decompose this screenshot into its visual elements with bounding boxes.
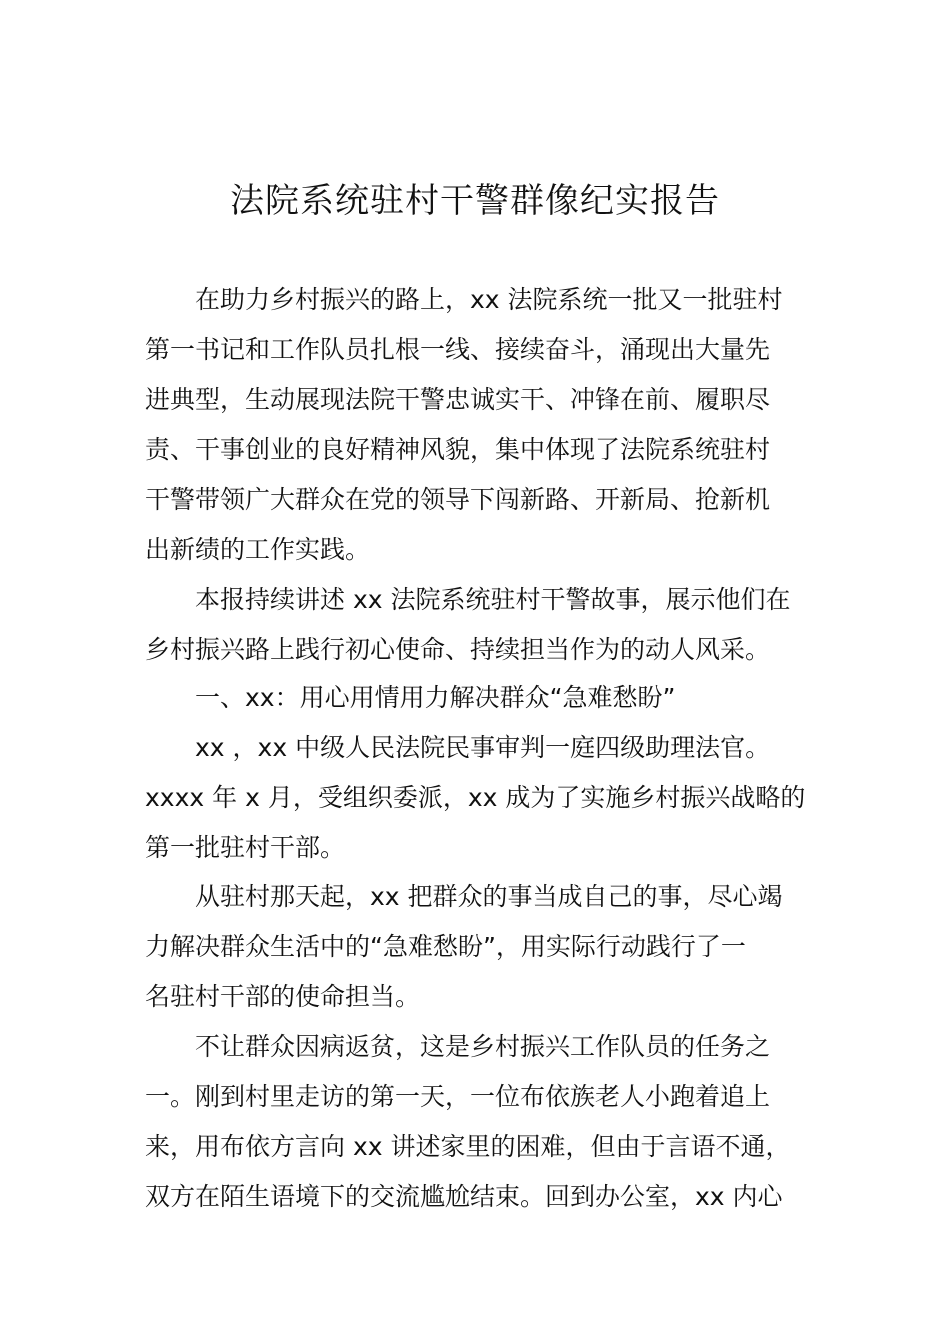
paragraph-line: 本报持续讲述 xx 法院系统驻村干警故事，展示他们在: [195, 585, 791, 614]
paragraph-line: 第一批驻村干部。: [145, 833, 346, 862]
paragraph-line: 一。刚到村里走访的第一天，一位布依族老人小跑着追上: [145, 1082, 771, 1111]
paragraph-line: 从驻村那天起，xx 把群众的事当成自己的事，尽心竭: [195, 882, 783, 911]
paragraph-line: xxxx 年 x 月，受组织委派，xx 成为了实施乡村振兴战略的: [145, 783, 806, 812]
paragraph-line: 干警带领广大群众在党的领导下闯新路、开新局、抢新机: [145, 485, 771, 514]
paragraph-line: xx ，xx 中级人民法院民事审判一庭四级助理法官。: [195, 733, 771, 762]
paragraph-line: 力解决群众生活中的“急难愁盼”，用实际行动践行了一: [145, 932, 746, 961]
paragraph-line: 双方在陌生语境下的交流尴尬结束。回到办公室，xx 内心: [145, 1182, 783, 1211]
paragraph-line: 来，用布依方言向 xx 讲述家里的困难，但由于言语不通，: [145, 1132, 791, 1161]
paragraph-line: 不让群众因病返贫，这是乡村振兴工作队员的任务之: [195, 1032, 771, 1061]
document-title: 法院系统驻村干警群像纪实报告: [230, 181, 720, 221]
paragraph-line: 乡村振兴路上践行初心使命、持续担当作为的动人风采。: [145, 635, 771, 664]
paragraph-line: 责、干事创业的良好精神风貌，集中体现了法院系统驻村: [145, 435, 771, 464]
paragraph-line: 出新绩的工作实践。: [145, 535, 371, 564]
paragraph-line: 名驻村干部的使命担当。: [145, 982, 421, 1011]
paragraph-line: 第一书记和工作队员扎根一线、接续奋斗，涌现出大量先: [145, 335, 771, 364]
paragraph-line: 在助力乡村振兴的路上，xx 法院系统一批又一批驻村: [195, 285, 783, 314]
section-heading: 一、xx：用心用情用力解决群众“急难愁盼”: [195, 683, 676, 712]
paragraph-line: 进典型，生动展现法院干警忠诚实干、冲锋在前、履职尽: [145, 385, 771, 414]
